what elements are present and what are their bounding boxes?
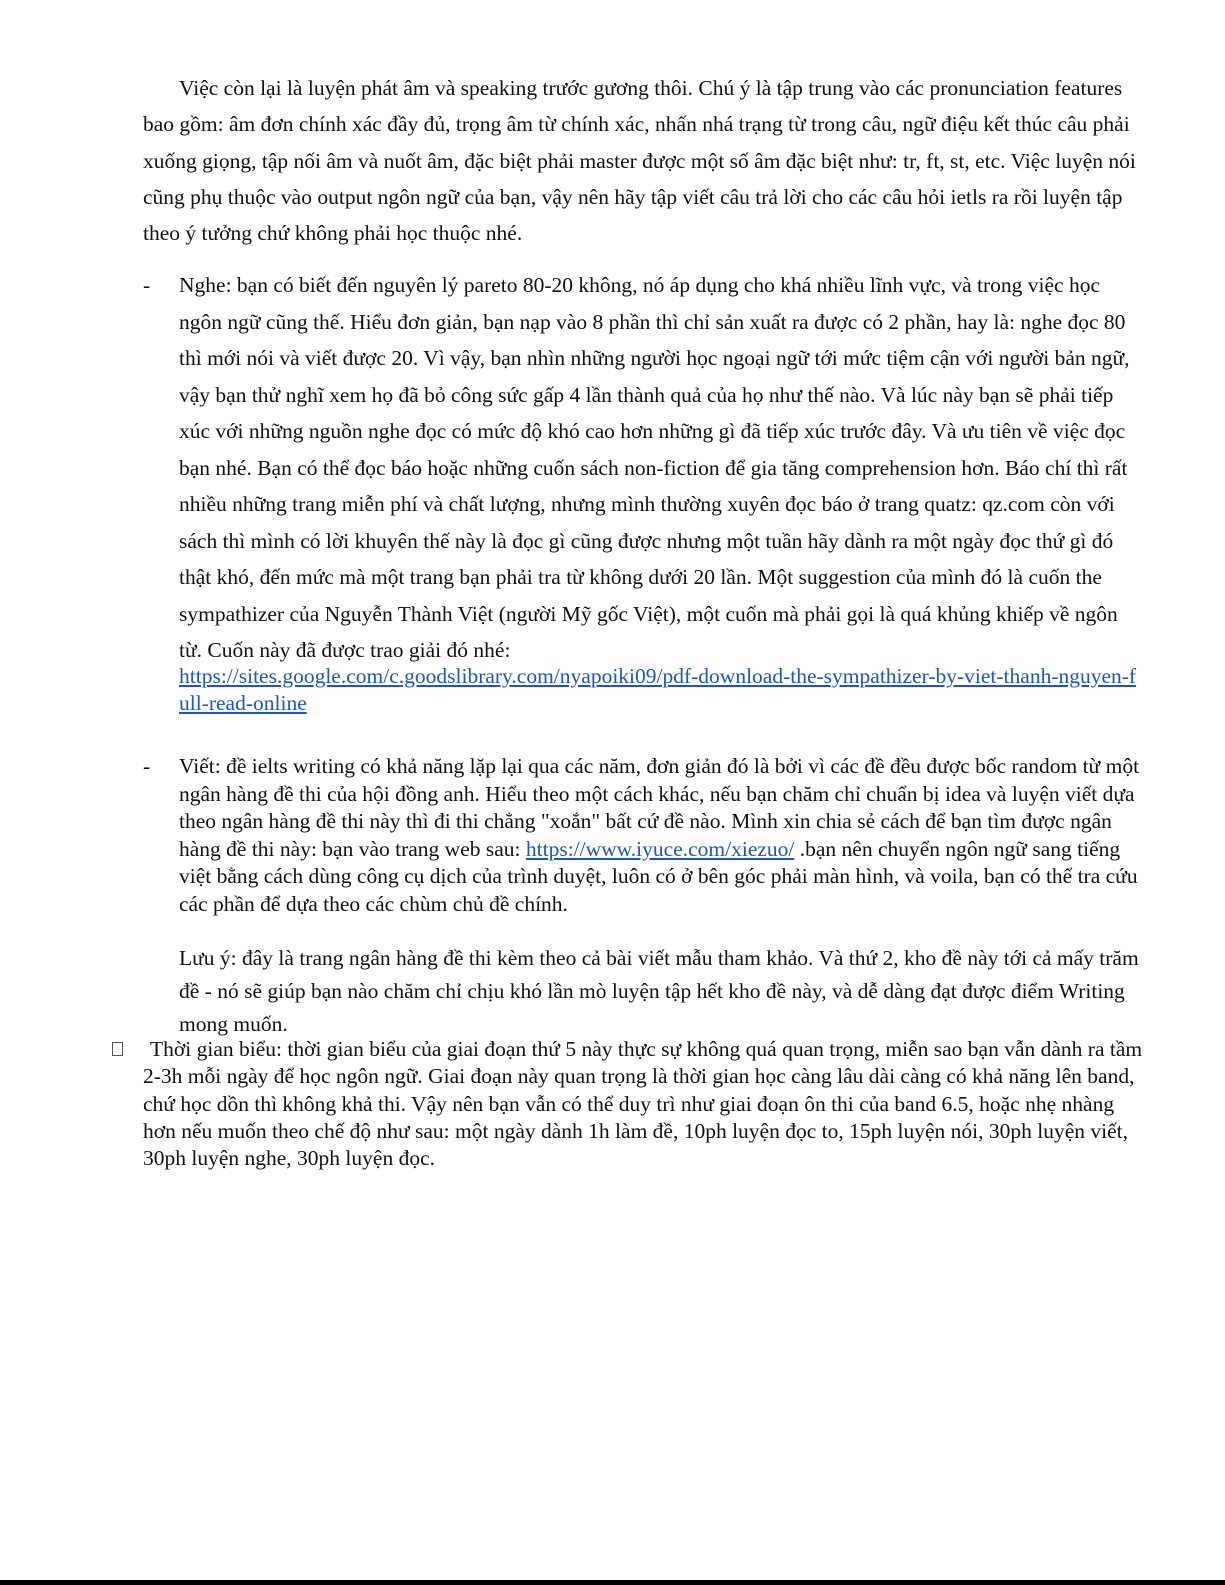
writing-text-before-link: Viết: đề ielts writing có khả năng lặp lại qua các năm, đơn giản đó là bởi vì các đề đều được bốc random từ một ngân hàng đề thi của hội đồng anh. Hiểu theo một cách khác, nếu bạn chăm chỉ chuẩn bị idea và luyện viết dựa theo ngân hàng đề thi này thì đi thi chẳng "xoắn" bất cứ đề nào. Mình xin chia sẻ cách để bạn tìm được ngân hàng đề thi này: bạn vào trang web sau: (179, 754, 1140, 861)
schedule-paragraph (143, 1036, 1143, 1172)
bottom-border (0, 1580, 1225, 1585)
checkbox-square-icon (112, 1042, 123, 1056)
intro-paragraph: Việc còn lại là luyện phát âm và speaking trước gương thôi. Chú ý là tập trung vào các pronunciation features bao gồm: âm đơn chính xác đầy đủ, trọng âm từ chính xác, nhấn nhá trạng từ trong câu, ngữ điệu kết thúc câu phải xuống giọng, tập nối âm và nuốt âm, đặc biệt phải master được một số âm đặc biệt như: tr, ft, st, etc. Việc luyện nói cũng phụ thuộc vào output ngôn ngữ của bạn, vậy nên hãy tập viết câu trả lời cho các câu hỏi ietls ra rồi luyện tập theo ý tưởng chứ không phải học thuộc nhé. (143, 76, 1136, 246)
writing-text-after-link: .bạn nên chuyển ngôn ngữ sang tiếng việt bằng cách dùng công cụ dịch của trình duyệt, luôn có ở bên góc phải màn hình, và voila, bạn có thể tra cứu các phần để dựa theo các chùm chủ đề chính. (179, 836, 1138, 916)
listening-body (179, 267, 1143, 717)
sympathizer-link[interactable]: https://sites.google.com/c.goodslibrary.com/nyapoiki09/pdf-download-the-sympathizer-by-viet-thanh-nguyen-full-read-online (179, 663, 1137, 715)
list-item-listening (143, 267, 1143, 717)
list-item-writing (143, 753, 1143, 918)
listening-text: Nghe: bạn có biết đến nguyên lý pareto 80-20 không, nó áp dụng cho khá nhiều lĩnh vực, và trong việc học ngôn ngữ cũng thế. Hiểu đơn giản, bạn nạp vào 8 phần thì chỉ sản xuất ra được có 2 phần, hay là: nghe đọc 80 thì mới nói và viết được 20. Vì vậy, bạn nhìn những người học ngoại ngữ tới mức tiệm cận với người bản ngữ, vậy bạn thử nghĩ xem họ đã bỏ công sức gấp 4 lần thành quả của họ như thế nào. Và lúc này bạn sẽ phải tiếp xúc với những nguồn nghe đọc có mức độ khó cao hơn những gì đã tiếp xúc trước đây. Và ưu tiên về việc đọc bạn nhé. Bạn có thể đọc báo hoặc những cuốn sách non-fiction để gia tăng comprehension hơn. Báo chí thì rất nhiều những trang miễn phí và chất lượng, nhưng mình thường xuyên đọc báo ở trang quatz: qz.com còn với sách thì mình có lời khuyên thế này là đọc gì cũng được nhưng một tuần hãy dành ra một ngày đọc thứ gì đó thật khó, đến mức mà một trang bạn phải tra từ không dưới 20 lần. Một suggestion của mình đó là cuốn the sympathizer của Nguyễn Thành Việt (người Mỹ gốc Việt), một cuốn mà phải gọi là quá khủng khiếp về ngôn từ. Cuốn này đã được trao giải đó nhé: (179, 273, 1130, 662)
list-dash-marker: - (143, 273, 151, 297)
writing-note-paragraph: Lưu ý: đây là trang ngân hàng đề thi kèm theo cả bài viết mẫu tham khảo. Và thứ 2, kho đề này tới cả mấy trăm đề - nó sẽ giúp bạn nào chăm chỉ chịu khó lần mò luyện tập hết kho đề này, và dễ dàng đạt được điểm Writing mong muốn. (179, 946, 1139, 1036)
writing-body (179, 753, 1143, 918)
iyuce-link[interactable]: https://www.iyuce.com/xiezuo/ (525, 836, 795, 861)
list-dash-marker: - (143, 754, 151, 778)
schedule-text: Thời gian biểu: thời gian biểu của giai đoạn thứ 5 này thực sự không quá quan trọng, miễn sao bạn vẫn dành ra tầm 2-3h mỗi ngày để học ngôn ngữ. Giai đoạn này quan trọng là thời gian học càng lâu dài càng có khả năng lên band, chứ học dồn thì không khả thi. Vậy nên bạn vẫn có thể duy trì như giai đoạn ôn thi của band 6.5, hoặc nhẹ nhàng hơn nếu muốn theo chế độ như sau: một ngày dành 1h làm đề, 10ph luyện đọc to, 15ph luyện nói, 30ph luyện viết, 30ph luyện nghe, 30ph luyện đọc. (143, 1037, 1143, 1171)
